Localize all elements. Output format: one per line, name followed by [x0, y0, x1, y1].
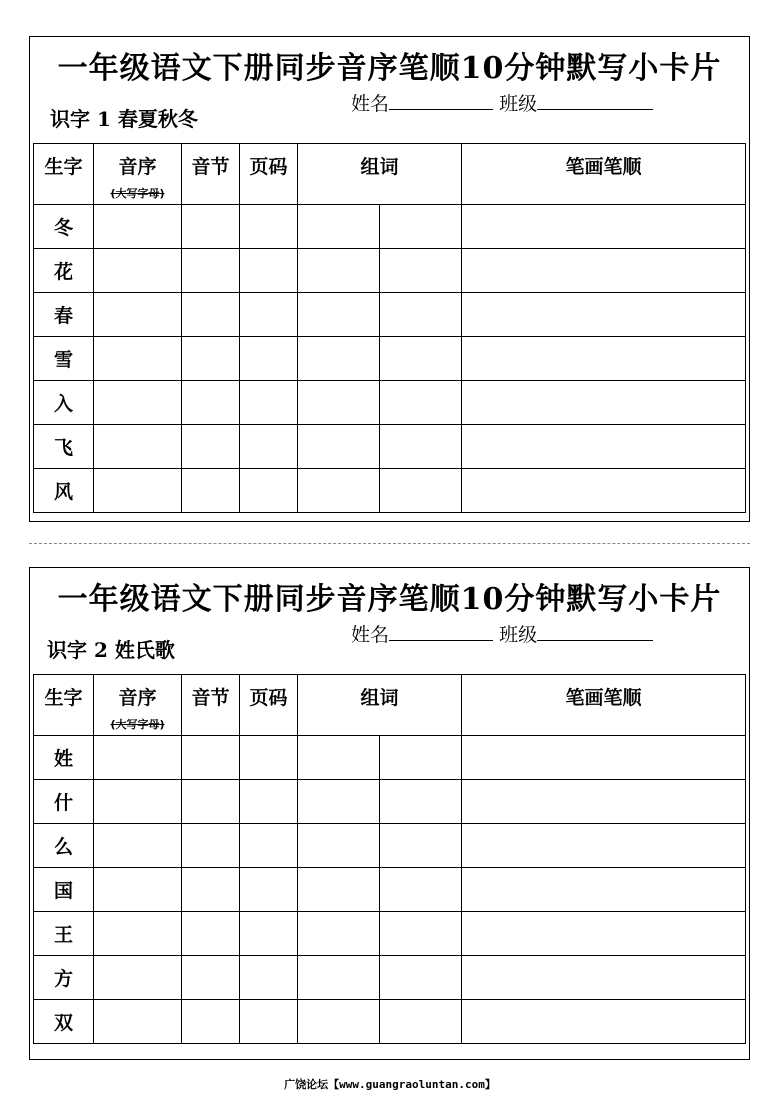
word-cell-2[interactable]	[380, 381, 462, 425]
header-order-label: 音序	[118, 156, 157, 178]
word-cell-2[interactable]	[380, 956, 462, 1000]
table-row	[34, 425, 746, 469]
word-cell-2[interactable]	[380, 912, 462, 956]
char-cell: 花	[34, 249, 94, 293]
strokes-cell[interactable]	[462, 469, 746, 513]
header-order-label: 音序	[118, 687, 157, 709]
order-cell[interactable]	[94, 293, 182, 337]
word-cell-2[interactable]	[380, 736, 462, 780]
syllable-cell[interactable]	[182, 381, 240, 425]
dictation-table	[33, 674, 746, 1044]
table-row	[34, 956, 746, 1000]
name-label: 姓名	[351, 624, 390, 646]
syllable-cell[interactable]	[182, 249, 240, 293]
syllable-cell[interactable]	[182, 956, 240, 1000]
table-row	[34, 293, 746, 337]
lesson-title: 识字 2 姓氏歌	[47, 638, 175, 662]
table-row	[34, 381, 746, 425]
order-cell[interactable]	[94, 824, 182, 868]
name-class-fields	[351, 89, 653, 116]
syllable-cell[interactable]	[182, 425, 240, 469]
word-cell-2[interactable]	[380, 337, 462, 381]
name-class-fields	[351, 620, 653, 647]
page-cell[interactable]	[240, 249, 298, 293]
name-label: 姓名	[351, 93, 390, 115]
table-row	[34, 824, 746, 868]
card-title: 一年级语文下册同步音序笔顺10分钟默写小卡片	[57, 51, 722, 86]
page-cell[interactable]	[240, 956, 298, 1000]
order-cell[interactable]	[94, 868, 182, 912]
card-title: 一年级语文下册同步音序笔顺10分钟默写小卡片	[57, 582, 722, 617]
header-words: 组词	[298, 675, 462, 736]
page-cell[interactable]	[240, 381, 298, 425]
class-blank[interactable]	[537, 93, 653, 110]
lesson-title: 识字 1 春夏秋冬	[50, 107, 198, 131]
page-cell[interactable]	[240, 824, 298, 868]
syllable-cell[interactable]	[182, 736, 240, 780]
header-order	[94, 675, 182, 736]
word-cell-1[interactable]	[298, 425, 380, 469]
char-cell: 飞	[34, 425, 94, 469]
strokes-cell[interactable]	[462, 337, 746, 381]
page-cell[interactable]	[240, 469, 298, 513]
char-cell: 双	[34, 1000, 94, 1044]
strokes-cell[interactable]	[462, 1000, 746, 1044]
order-cell[interactable]	[94, 381, 182, 425]
name-blank[interactable]	[389, 624, 493, 641]
char-cell: 什	[34, 780, 94, 824]
word-cell-2[interactable]	[380, 425, 462, 469]
header-page: 页码	[240, 675, 298, 736]
strokes-cell[interactable]	[462, 205, 746, 249]
dictation-table	[33, 143, 746, 513]
page-cell[interactable]	[240, 868, 298, 912]
word-cell-1[interactable]	[298, 205, 380, 249]
class-blank[interactable]	[537, 624, 653, 641]
class-label: 班级	[499, 93, 538, 115]
header-page: 页码	[240, 144, 298, 205]
table-row	[34, 912, 746, 956]
word-cell-1[interactable]	[298, 824, 380, 868]
word-cell-2[interactable]	[380, 1000, 462, 1044]
syllable-cell[interactable]	[182, 780, 240, 824]
word-cell-1[interactable]	[298, 868, 380, 912]
word-cell-1[interactable]	[298, 780, 380, 824]
page-cell[interactable]	[240, 337, 298, 381]
order-cell[interactable]	[94, 337, 182, 381]
word-cell-2[interactable]	[380, 205, 462, 249]
char-cell: 雪	[34, 337, 94, 381]
page-cell[interactable]	[240, 425, 298, 469]
order-cell[interactable]	[94, 736, 182, 780]
word-cell-2[interactable]	[380, 780, 462, 824]
page-cell[interactable]	[240, 205, 298, 249]
char-cell: 风	[34, 469, 94, 513]
page-cell[interactable]	[240, 912, 298, 956]
word-cell-1[interactable]	[298, 736, 380, 780]
word-cell-1[interactable]	[298, 469, 380, 513]
header-order-note: (大写字母)	[110, 718, 165, 731]
word-cell-1[interactable]	[298, 1000, 380, 1044]
word-cell-2[interactable]	[380, 293, 462, 337]
strokes-cell[interactable]	[462, 293, 746, 337]
table-header-row	[34, 675, 746, 736]
dictation-card-1	[29, 36, 750, 522]
char-cell: 姓	[34, 736, 94, 780]
word-cell-1[interactable]	[298, 956, 380, 1000]
page-cell[interactable]	[240, 1000, 298, 1044]
strokes-cell[interactable]	[462, 736, 746, 780]
table-row	[34, 736, 746, 780]
table-row	[34, 469, 746, 513]
table-row	[34, 249, 746, 293]
word-cell-1[interactable]	[298, 912, 380, 956]
char-cell: 入	[34, 381, 94, 425]
strokes-cell[interactable]	[462, 824, 746, 868]
dictation-card-2	[29, 567, 750, 1060]
table-row	[34, 868, 746, 912]
header-syllable: 音节	[182, 144, 240, 205]
word-cell-2[interactable]	[380, 824, 462, 868]
char-cell: 冬	[34, 205, 94, 249]
order-cell[interactable]	[94, 780, 182, 824]
cut-line	[29, 543, 750, 544]
page-cell[interactable]	[240, 293, 298, 337]
order-cell[interactable]	[94, 249, 182, 293]
order-cell[interactable]	[94, 425, 182, 469]
char-cell: 方	[34, 956, 94, 1000]
strokes-cell[interactable]	[462, 381, 746, 425]
order-cell[interactable]	[94, 1000, 182, 1044]
strokes-cell[interactable]	[462, 912, 746, 956]
header-char: 生字	[34, 675, 94, 736]
table-row	[34, 1000, 746, 1044]
table-row	[34, 780, 746, 824]
word-cell-1[interactable]	[298, 381, 380, 425]
table-header-row	[34, 144, 746, 205]
syllable-cell[interactable]	[182, 1000, 240, 1044]
strokes-cell[interactable]	[462, 425, 746, 469]
page-cell[interactable]	[240, 736, 298, 780]
word-cell-2[interactable]	[380, 868, 462, 912]
syllable-cell[interactable]	[182, 337, 240, 381]
header-char: 生字	[34, 144, 94, 205]
word-cell-2[interactable]	[380, 249, 462, 293]
word-cell-1[interactable]	[298, 249, 380, 293]
table-row	[34, 205, 746, 249]
order-cell[interactable]	[94, 912, 182, 956]
header-syllable: 音节	[182, 675, 240, 736]
order-cell[interactable]	[94, 956, 182, 1000]
header-words: 组词	[298, 144, 462, 205]
header-strokes: 笔画笔顺	[462, 675, 746, 736]
syllable-cell[interactable]	[182, 293, 240, 337]
word-cell-2[interactable]	[380, 469, 462, 513]
word-cell-1[interactable]	[298, 337, 380, 381]
header-order	[94, 144, 182, 205]
strokes-cell[interactable]	[462, 956, 746, 1000]
page-cell[interactable]	[240, 780, 298, 824]
header-order-note: (大写字母)	[110, 187, 165, 200]
strokes-cell[interactable]	[462, 868, 746, 912]
header-strokes: 笔画笔顺	[462, 144, 746, 205]
char-cell: 国	[34, 868, 94, 912]
strokes-cell[interactable]	[462, 249, 746, 293]
syllable-cell[interactable]	[182, 912, 240, 956]
char-cell: 么	[34, 824, 94, 868]
char-cell: 王	[34, 912, 94, 956]
syllable-cell[interactable]	[182, 868, 240, 912]
char-cell: 春	[34, 293, 94, 337]
strokes-cell[interactable]	[462, 780, 746, 824]
syllable-cell[interactable]	[182, 469, 240, 513]
order-cell[interactable]	[94, 205, 182, 249]
name-blank[interactable]	[389, 93, 493, 110]
order-cell[interactable]	[94, 469, 182, 513]
word-cell-1[interactable]	[298, 293, 380, 337]
syllable-cell[interactable]	[182, 824, 240, 868]
syllable-cell[interactable]	[182, 205, 240, 249]
site-footer: 广饶论坛【www.guangraoluntan.com】	[284, 1078, 496, 1091]
table-row	[34, 337, 746, 381]
class-label: 班级	[499, 624, 538, 646]
